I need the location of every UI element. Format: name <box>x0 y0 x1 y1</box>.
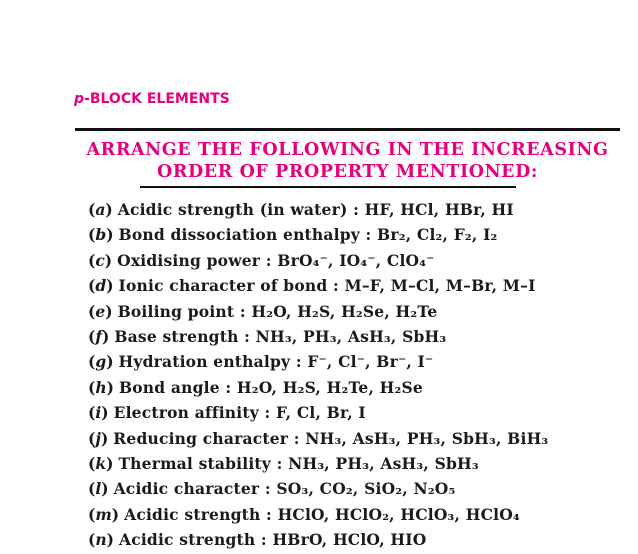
list-item <box>88 250 633 275</box>
section-heading <box>75 139 620 183</box>
item-marker: (e) <box>88 301 113 321</box>
list-item <box>88 529 633 554</box>
item-marker: (h) <box>88 377 114 397</box>
item-marker: (l) <box>88 479 109 499</box>
item-marker: (f) <box>88 326 110 346</box>
item-marker: (b) <box>88 225 114 245</box>
item-text: Acidic strength : HBrO, HClO, HIO <box>118 530 427 550</box>
item-text: Ionic character of bond : M–F, M–Cl, M–Br, M–I <box>118 276 536 296</box>
list-item <box>88 453 633 478</box>
item-marker: (j) <box>88 428 109 448</box>
list-item <box>88 428 633 453</box>
item-marker: (m) <box>88 504 120 524</box>
item-text: Electron affinity : F, Cl, Br, I <box>113 403 366 423</box>
heading-underline <box>140 186 516 188</box>
item-text: Reducing character : NH₃, AsH₃, PH₃, SbH₃, BiH₃ <box>113 428 549 448</box>
header-label-text: -BLOCK ELEMENTS <box>84 91 230 107</box>
top-divider <box>75 128 620 131</box>
list-item <box>88 199 633 224</box>
list-item <box>88 402 633 427</box>
list-item <box>88 478 633 503</box>
item-marker: (i) <box>88 403 109 423</box>
list-item <box>88 301 633 326</box>
item-text: Boiling point : H₂O, H₂S, H₂Se, H₂Te <box>117 301 438 321</box>
list-item <box>88 275 633 300</box>
item-text: Acidic strength (in water) : HF, HCl, HBr, HI <box>117 200 514 219</box>
item-text: Base strength : NH₃, PH₃, AsH₃, SbH₃ <box>114 326 447 346</box>
heading-line-2: ORDER OF PROPERTY MENTIONED: <box>157 162 538 182</box>
header-italic-prefix: p <box>74 91 85 107</box>
item-marker: (d) <box>88 276 114 296</box>
item-marker: (a) <box>88 200 113 219</box>
item-marker: (k) <box>88 453 114 473</box>
item-text: Acidic character : SO₃, CO₂, SiO₂, N₂O₅ <box>113 479 456 499</box>
page-header-label <box>74 91 230 107</box>
item-text: Oxidising power : BrO₄⁻, IO₄⁻, ClO₄⁻ <box>117 250 435 270</box>
item-marker: (g) <box>88 352 114 372</box>
item-marker: (n) <box>88 530 114 550</box>
list-item <box>88 377 633 402</box>
item-text: Bond dissociation enthalpy : Br₂, Cl₂, F₂, I₂ <box>118 225 498 245</box>
item-marker: (c) <box>88 250 113 270</box>
item-text: Bond angle : H₂O, H₂S, H₂Te, H₂Se <box>118 377 423 397</box>
item-text: Thermal stability : NH₃, PH₃, AsH₃, SbH₃ <box>118 453 479 473</box>
question-list <box>88 199 633 554</box>
item-text: Hydration enthalpy : F⁻, Cl⁻, Br⁻, I⁻ <box>118 352 434 372</box>
list-item <box>88 504 633 529</box>
item-text: Acidic strength : HClO, HClO₂, HClO₃, HClO₄ <box>124 504 520 524</box>
list-item <box>88 224 633 249</box>
heading-line-1: ARRANGE THE FOLLOWING IN THE INCREASING <box>86 140 609 160</box>
list-item <box>88 351 633 376</box>
list-item <box>88 326 633 351</box>
